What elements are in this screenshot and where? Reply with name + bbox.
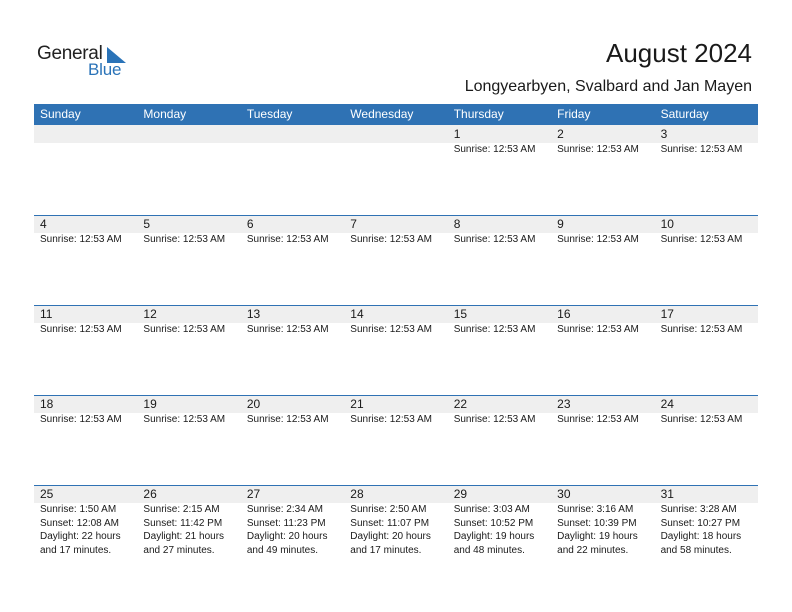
calendar [34,104,758,575]
sun-info-line: and 58 minutes. [660,544,732,556]
weekday-friday: Friday [557,107,591,121]
day-number: 5 [143,217,151,231]
day-sun-info [661,413,758,427]
day-cell [551,305,654,395]
day-cell [551,485,654,575]
day-number [350,125,447,143]
day-number: 27 [246,487,261,501]
day-number: 22 [453,397,468,411]
day-number: 6 [246,217,254,231]
day-sun-info [661,233,758,247]
day-number: 9 [557,217,564,231]
sun-info-line: Daylight: 21 hours [143,531,225,542]
day-cell [551,215,654,305]
day-number: 21 [350,397,364,411]
sun-info-line: Sunrise: 12:53 AM [660,234,743,245]
sun-info-line: Sunrise: 2:34 AM [246,504,323,515]
sun-info-line: Sunset: 11:23 PM [246,517,326,529]
day-number: 11 [40,307,53,321]
day-cell [34,215,137,305]
day-number: 25 [40,487,54,501]
sun-info-line: Sunrise: 12:53 AM [557,144,639,155]
day-number [40,125,137,143]
day-cell [241,125,344,215]
day-sun-info [454,323,551,337]
weekday-tuesday: Tuesday [246,107,293,121]
sun-info-line: Sunrise: 12:53 AM [143,234,226,245]
day-sun-info [350,413,447,427]
sun-info-line: Sunrise: 1:50 AM [40,504,117,515]
day-cell [241,305,344,395]
day-number: 29 [453,487,468,501]
sun-info-line: Sunrise: 3:16 AM [557,504,634,515]
day-sun-info [40,413,137,427]
sun-info-line: Sunrise: 12:53 AM [453,414,536,425]
sun-info-line: Sunset: 10:27 PM [660,517,741,529]
day-cell [34,485,137,575]
day-cell [655,395,758,485]
day-number: 2 [557,127,564,141]
day-number: 10 [660,217,674,231]
day-cell [551,395,654,485]
day-sun-info [143,323,240,337]
sun-info-line: Sunset: 10:39 PM [557,517,637,529]
day-cell [34,125,137,215]
sun-info-line: Sunrise: 12:53 AM [660,144,743,155]
calendar-week [34,395,758,485]
sun-info-line: Daylight: 20 hours [246,531,328,542]
day-cell [655,125,758,215]
day-number: 20 [246,397,261,411]
sun-info-line: Sunrise: 12:53 AM [40,234,122,245]
day-cell [241,395,344,485]
day-cell [448,125,551,215]
day-cell [137,125,240,215]
day-sun-info [557,233,654,247]
day-sun-info [454,233,551,247]
sun-info-line: Sunrise: 12:53 AM [40,414,122,425]
day-sun-info [40,323,137,337]
location-subtitle: Longyearbyen, Svalbard and Jan Mayen [464,78,752,95]
sun-info-line: Daylight: 19 hours [453,531,535,542]
day-cell [448,395,551,485]
day-sun-info [247,503,344,557]
sun-info-line: Sunset: 12:08 AM [40,517,119,529]
weekday-wednesday: Wednesday [350,107,414,121]
day-number: 15 [453,307,468,321]
day-number: 30 [557,487,571,501]
sun-info-line: Sunrise: 12:53 AM [246,234,329,245]
weeks-container [34,125,758,575]
sun-info-line: and 17 minutes. [350,544,422,556]
day-sun-info [557,503,654,557]
day-number: 8 [453,217,461,231]
day-cell [137,485,240,575]
day-sun-info [661,143,758,157]
sun-info-line: and 17 minutes. [40,544,112,556]
weekday-saturday: Saturday [660,107,709,121]
day-cell [448,485,551,575]
day-cell [655,485,758,575]
sun-info-line: Sunrise: 12:53 AM [40,324,122,335]
day-number: 31 [660,487,674,501]
sun-info-line: and 22 minutes. [557,544,629,556]
day-number: 24 [660,397,674,411]
day-cell [344,485,447,575]
sun-info-line: Sunrise: 12:53 AM [557,234,639,245]
sun-info-line: Sunrise: 12:53 AM [350,234,432,245]
day-cell [137,305,240,395]
day-number: 18 [40,397,54,411]
day-cell [655,215,758,305]
day-sun-info [661,323,758,337]
sun-info-line: Sunrise: 3:03 AM [453,504,530,515]
day-cell [655,305,758,395]
sun-info-line: Sunrise: 12:53 AM [453,234,536,245]
brand-logo [37,43,137,79]
day-sun-info [143,503,240,557]
day-sun-info [454,503,551,557]
calendar-week [34,215,758,305]
day-cell [344,125,447,215]
sun-info-line: Sunrise: 12:53 AM [246,414,329,425]
weekday-monday: Monday [143,107,187,121]
day-sun-info [247,413,344,427]
day-number: 12 [143,307,157,321]
day-sun-info [557,323,654,337]
day-cell [448,305,551,395]
day-number: 13 [246,307,261,321]
day-number: 1 [453,127,461,141]
day-number [247,125,344,143]
weekday-sunday: Sunday [40,107,81,121]
day-number: 16 [557,307,571,321]
sun-info-line: Sunset: 11:42 PM [143,517,223,529]
sun-info-line: Sunrise: 3:28 AM [660,504,737,515]
page-title: August 2024 [605,38,752,68]
day-cell [137,215,240,305]
day-cell [34,305,137,395]
day-sun-info [350,233,447,247]
day-number: 28 [350,487,364,501]
day-cell [448,215,551,305]
sun-info-line: Sunrise: 12:53 AM [453,144,536,155]
day-sun-info [143,233,240,247]
sun-info-line: Sunrise: 2:50 AM [350,504,427,515]
day-number: 17 [660,307,674,321]
sun-info-line: Daylight: 22 hours [40,531,121,542]
sun-info-line: Sunset: 10:52 PM [453,517,534,529]
day-number: 14 [350,307,364,321]
day-sun-info [350,503,447,557]
day-sun-info [557,143,654,157]
day-cell [344,215,447,305]
sun-info-line: Sunrise: 2:15 AM [143,504,220,515]
day-sun-info [247,233,344,247]
sun-info-line: Sunrise: 12:53 AM [143,324,226,335]
day-sun-info [557,413,654,427]
day-cell [34,395,137,485]
day-sun-info [350,323,447,337]
day-sun-info [661,503,758,557]
day-sun-info [143,413,240,427]
sun-info-line: Sunrise: 12:53 AM [143,414,226,425]
sun-info-line: Sunrise: 12:53 AM [557,414,639,425]
sun-info-line: Sunrise: 12:53 AM [350,324,432,335]
sun-info-line: Sunset: 11:07 PM [350,517,430,529]
day-sun-info [247,323,344,337]
day-cell [241,215,344,305]
day-number [143,125,240,143]
day-sun-info [40,233,137,247]
day-number: 7 [350,217,357,231]
sun-info-line: Sunrise: 12:53 AM [660,414,743,425]
sun-info-line: Sunrise: 12:53 AM [453,324,536,335]
day-cell [344,305,447,395]
day-sun-info [40,503,137,557]
sun-info-line: Sunrise: 12:53 AM [246,324,329,335]
day-cell [551,125,654,215]
calendar-week [34,485,758,575]
sun-info-line: and 49 minutes. [246,544,319,556]
sun-info-line: Sunrise: 12:53 AM [557,324,639,335]
sun-info-line: Sunrise: 12:53 AM [350,414,432,425]
day-sun-info [454,413,551,427]
weekday-header-row [34,104,758,125]
day-number: 4 [40,217,47,231]
day-number: 3 [660,127,668,141]
day-cell [241,485,344,575]
day-number: 19 [143,397,157,411]
sun-info-line: Daylight: 20 hours [350,531,431,542]
day-number: 26 [143,487,157,501]
sun-info-line: Daylight: 18 hours [660,531,742,542]
day-cell [344,395,447,485]
logo-word-general: General [37,43,103,64]
sun-info-line: and 27 minutes. [143,544,215,556]
logo-word-blue: Blue [88,60,122,79]
sun-info-line: and 48 minutes. [453,544,525,556]
calendar-week [34,125,758,215]
sun-info-line: Daylight: 19 hours [557,531,638,542]
day-number: 23 [557,397,571,411]
calendar-week [34,305,758,395]
day-cell [137,395,240,485]
weekday-thursday: Thursday [453,107,504,121]
day-sun-info [454,143,551,157]
sun-info-line: Sunrise: 12:53 AM [660,324,743,335]
